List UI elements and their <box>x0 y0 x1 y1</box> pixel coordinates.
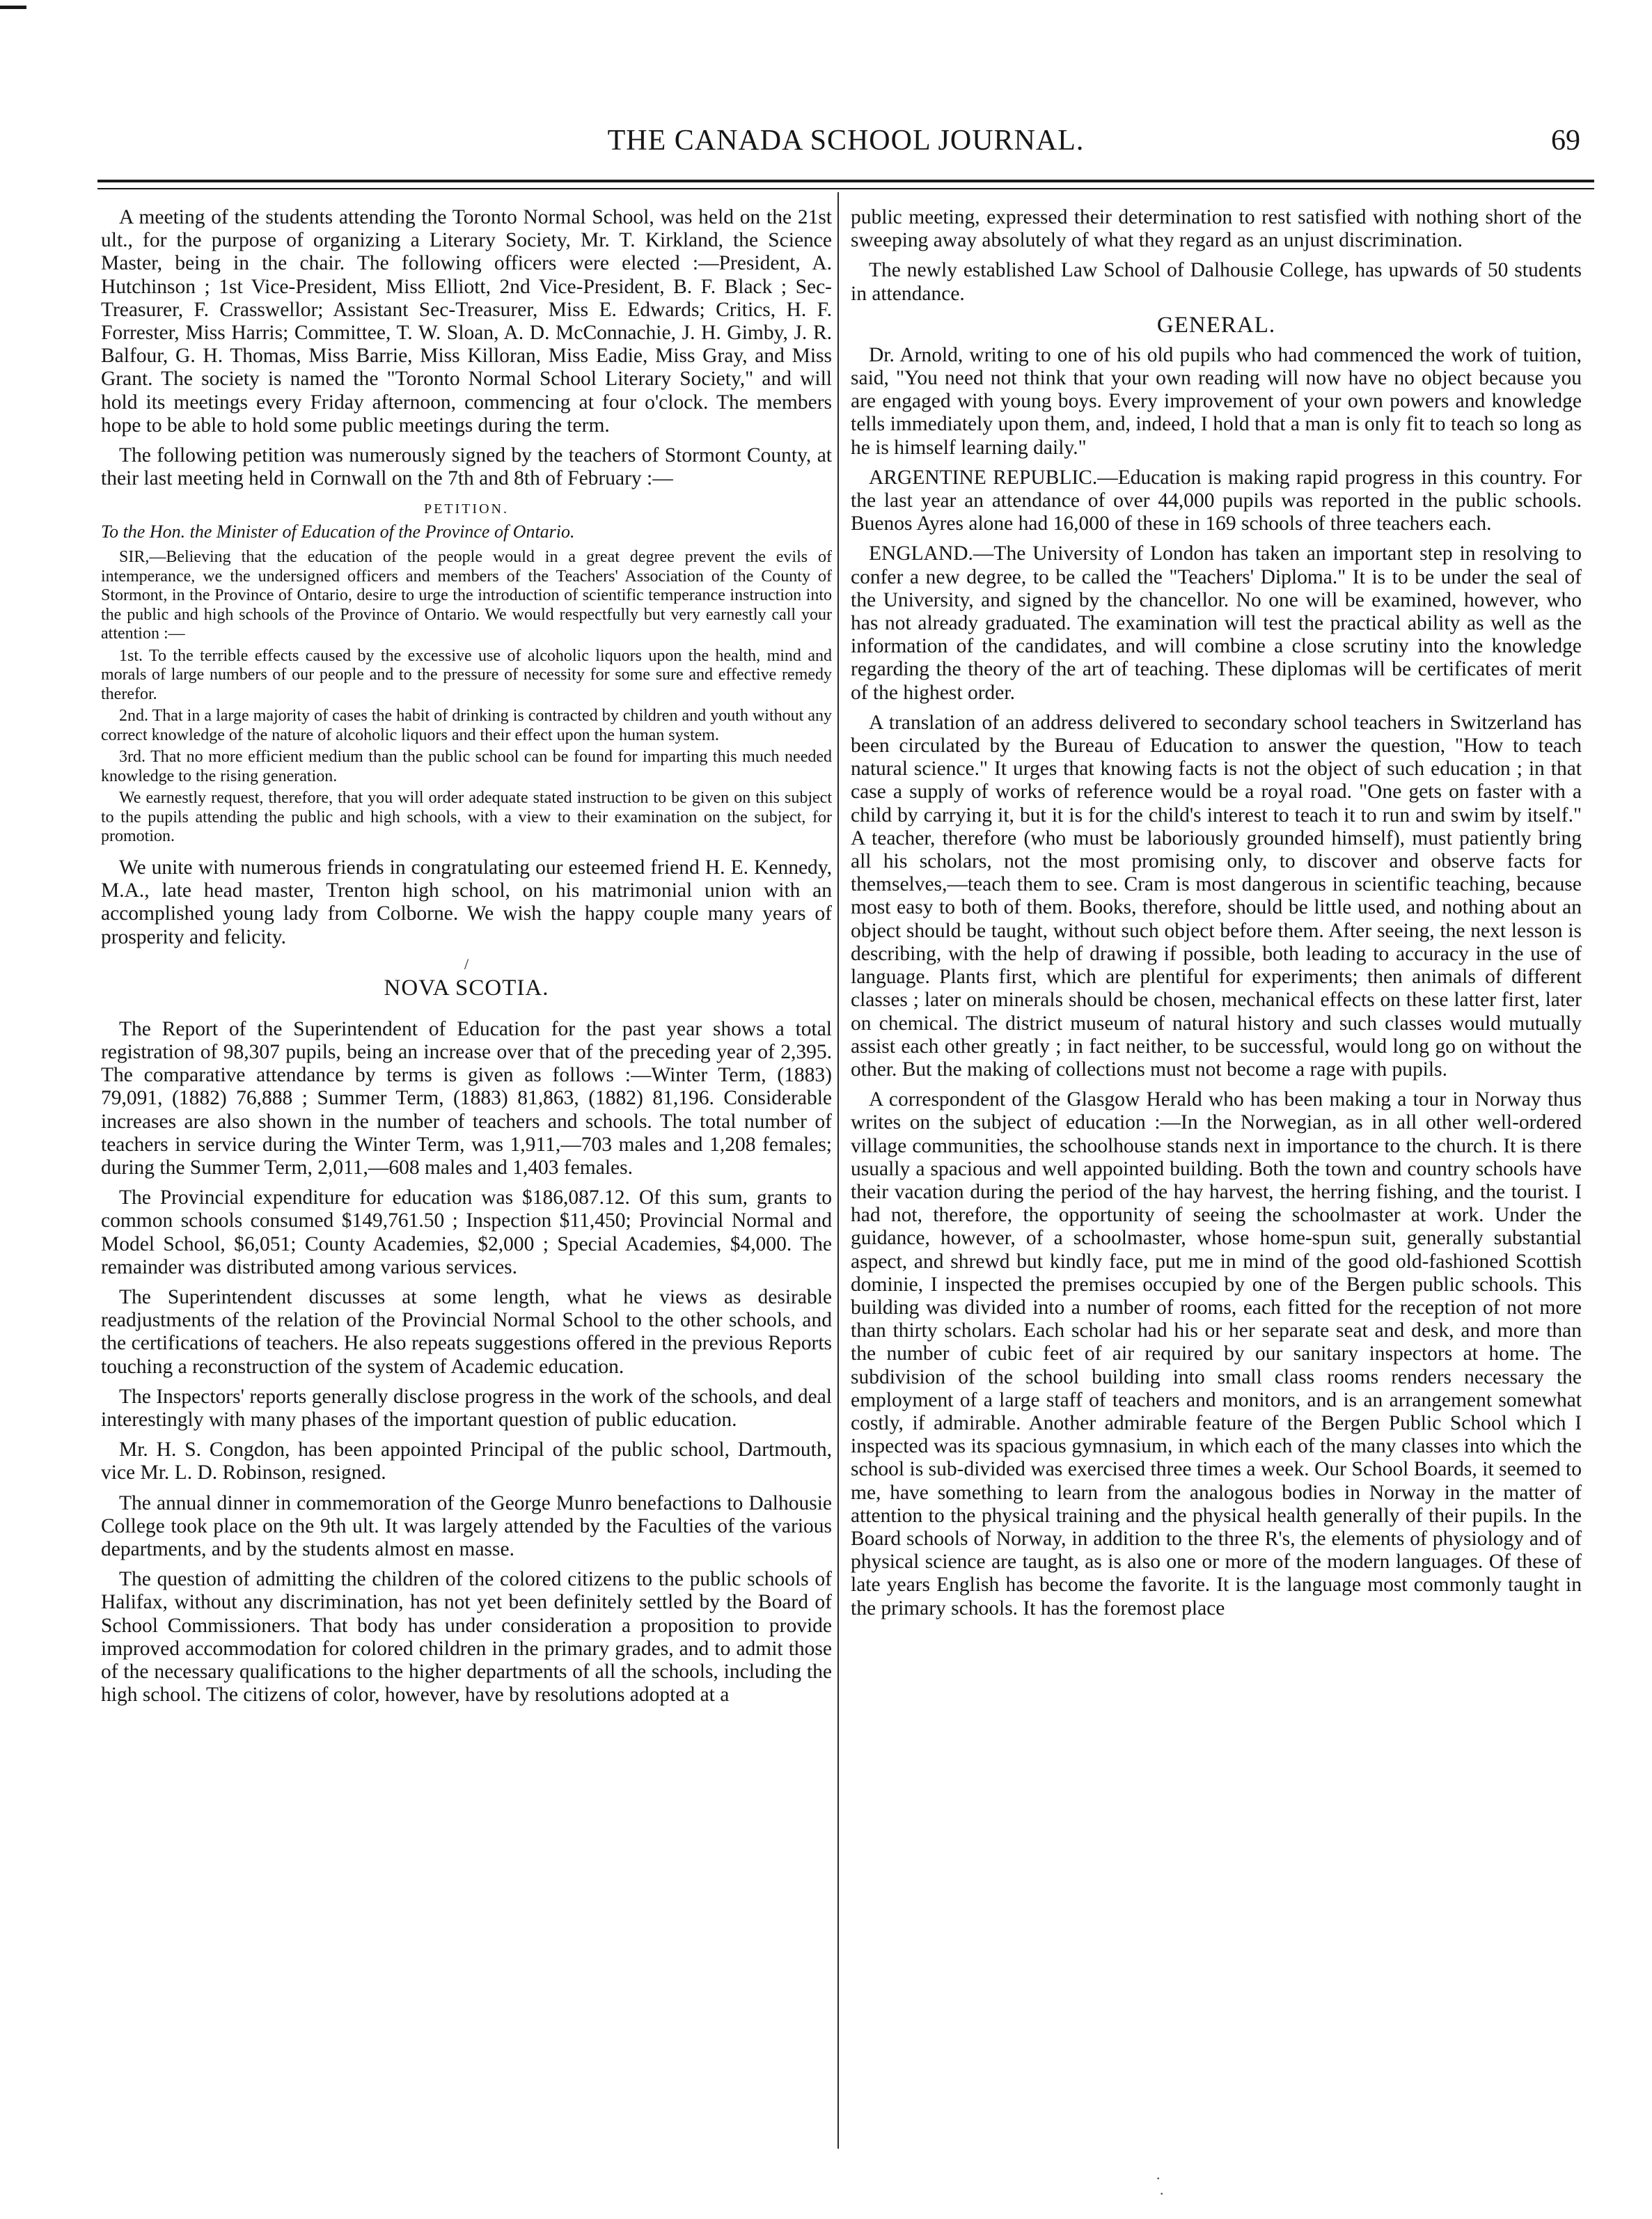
section-heading-general: GENERAL. <box>1156 312 1276 338</box>
corner-mark <box>0 6 26 9</box>
paragraph-ns-colored-citizens: The question of admitting the children of the colored citizens to the public schools of Halifax, without any discrimination, has not yet been definitely settled by the Board of School Commissioners. That body has under consideration a proposition to provide improved accommodation for colored children in the primary grades, and to admit those of the necessary qualifications to the higher departments of all the schools, including the high school. The citizens of color, however, have by resolutions adopted at a <box>101 1568 832 1707</box>
paragraph-ns-dinner: The annual dinner in commemoration of the George Munro benefactions to Dalhousie College took place on the 9th ult. It was largely attended by the Faculties of the various departments, and by the students almost en masse. <box>101 1491 832 1561</box>
paragraph-arnold: Dr. Arnold, writing to one of his old pupils who had commenced the work of tuition, said, "You need not think that your own reading will now have no object because you are engaged with young boys. Every improvement of your own powers and knowledge tells immediately upon them, and, indeed, I hold that a man is only fit to teach so long as he is himself learning daily." <box>851 343 1582 459</box>
left-column <box>101 206 832 2156</box>
paragraph-continued: public meeting, expressed their determination to rest satisfied with nothing short of the sweeping away absolutely of what they regard as an unjust discrimination. <box>851 206 1582 252</box>
column-divider <box>837 192 839 2149</box>
paragraph-argentine: ARGENTINE REPUBLIC.—Education is making rapid progress in this country. For the last year an attendance of over 44,000 pupils was reported in the public schools. Buenos Ayres alone had 16,000 of these in 169 schools of three teachers each. <box>851 466 1582 535</box>
petition-paragraph: 2nd. That in a large majority of cases the habit of drinking is contracted by children and youth without any correct knowledge of the nature of alcoholic liquors and their effect upon the human system. <box>101 707 832 744</box>
paragraph-ns-congdon: Mr. H. S. Congdon, has been appointed Principal of the public school, Dartmouth, vice Mr. L. D. Robinson, resigned. <box>101 1438 832 1484</box>
paragraph-norway: A correspondent of the Glasgow Herald who has been making a tour in Norway thus writes on the subject of education :—In the Norwegian, as in all other well-ordered village communities, the schoolhouse stands next in importance to the church. It is there usually a spacious and well appointed building. Both the town and country schools have their vacation during the period of the hay harvest, the herring fishing, and the tourist. I had not, therefore, the opportunity of seeing the schoolmaster at work. Under the guidance, however, of a schoolmaster, whose home-spun suit, generally substantial aspect, and shrewd but kindly face, put me in mind of the good old-fashioned Scottish dominie, I inspected the premises occupied by one of the Bergen public schools. This building was divided into a number of rooms, each fitted for the reception of not more than thirty scholars. Each scholar had his or her separate seat and desk, and more than the number of cubic feet of air required by our sanitary inspectors at home. The subdivision of the school building into small class rooms renders necessary the employment of a large staff of teachers and monitors, and is an arrangement somewhat costly, if admirable. Another admirable feature of the Bergen Public School which I inspected was its spacious gymnasium, in which each of the many classes into which the school is sub-divided was exercised three times a week. Our School Boards, it seemed to me, have something to learn from the analogous bodies in Norway in the matter of attention to the physical training and the physical health generally of their pupils. In the Board schools of Norway, in addition to the three R's, the elements of physiology and of physical science are taught, as is also one or more of the modern languages. Of these of late years English has become the favorite. It is the language most commonly taught in the primary schools. It has the foremost place <box>851 1088 1582 1620</box>
paragraph-ns-superintendent: The Superintendent discusses at some length, what he views as desirable readjustments of the relation of the Provincial Normal School to the other schools, and the certifications of teachers. He also repeats suggestions offered in the previous Reports touching a reconstruction of the system of Academic education. <box>101 1285 832 1378</box>
page-header <box>97 124 1594 159</box>
paragraph-law-school: The newly established Law School of Dalhousie College, has upwards of 50 students in attendance. <box>851 259 1582 305</box>
petition-paragraph: We earnestly request, therefore, that you will order adequate stated instruction to be given on this subject to the pupils attending the public and high schools, with a view to their examination on the subject, for promotion. <box>101 789 832 846</box>
page-number: 69 <box>1551 125 1580 157</box>
header-rule-thin <box>97 188 1594 189</box>
paragraph-ns-report: The Report of the Superintendent of Education for the past year shows a total registration of 98,307 pupils, being an increase over that of the preceding year of 2,395. The comparative attendance by terms is given as follows :—Winter Term, (1883) 79,091, (1882) 76,888 ; Summer Term, (1883) 81,863, (1882) 81,196. Considerable increases are also shown in the number of teachers and schools. The total number of teachers in service during the Winter Term, was 1,911,—703 males and 1,208 females; during the Summer Term, 2,011,—608 males and 1,403 females. <box>101 1017 832 1179</box>
paragraph-normal-school-society: A meeting of the students attending the Toronto Normal School, was held on the 21st ult., for the purpose of organizing a Literary Society, Mr. T. Kirkland, the Science Master, being in the chair. The following officers were elected :—President, A. Hutchinson ; 1st Vice-President, Miss Elliott, 2nd Vice-President, B. F. Black ; Sec-Treasurer, F. Crasswellor; Assistant Sec-Treasurer, Miss E. Edwards; Critics, H. F. Forrester, Miss Harris; Committee, T. W. Sloan, A. D. McConnachie, J. H. Gimby, J. R. Balfour, G. H. Thomas, Miss Barrie, Miss Killoran, Miss Eadie, Miss Gray, and Miss Grant. The society is named the "Toronto Normal School Literary Society," and will hold its meetings every Friday afternoon, commencing at four o'clock. The members hope to be able to hold some public meetings during the term. <box>101 206 832 437</box>
petition-paragraph: 3rd. That no more efficient medium than the public school can be found for imparting this much needed knowledge to the rising generation. <box>101 748 832 785</box>
tick-mark: · <box>1159 2185 1165 2202</box>
journal-title: THE CANADA SCHOOL JOURNAL. <box>607 125 1085 157</box>
petition-paragraph: 1st. To the terrible effects caused by the excessive use of alcoholic liquors upon the health, mind and morals of large numbers of our people and to the pressure of necessity for some sure and effective remedy therefor. <box>101 646 832 703</box>
paragraph-kennedy: We unite with numerous friends in congratulating our esteemed friend H. E. Kennedy, M.A., late head master, Trenton high school, on his matrimonial union with an accomplished young lady from Colborne. We wish the happy couple many years of prosperity and felicity. <box>101 856 832 948</box>
tick-mark: / <box>464 955 469 973</box>
paragraph-england: ENGLAND.—The University of London has taken an important step in resolving to confer a new degree, to be called the "Teachers' Diploma." It is to be under the seal of the University, and signed by the chancellor. No one will be examined, however, who has not already graduated. The examination will test the practical ability as well as the information of the candidates, and will combine a close scrutiny into the knowledge regarding the theory of the art of teaching. These diplomas will be certificates of merit of the highest order. <box>851 542 1582 704</box>
section-heading-nova-scotia: NOVA SCOTIA. <box>384 975 549 1001</box>
right-column <box>851 206 1582 2156</box>
paragraph-ns-inspectors: The Inspectors' reports generally disclose progress in the work of the schools, and deal interestingly with many phases of the important question of public education. <box>101 1385 832 1431</box>
paragraph-ns-expenditure: The Provincial expenditure for education was $186,087.12. Of this sum, grants to common schools consumed $149,761.50 ; Inspection $11,450; Provincial Normal and Model School, $6,051; County Academies, $2,000 ; Special Academies, $4,000. The remainder was distributed among various services. <box>101 1186 832 1278</box>
petition-paragraph: SIR,—Believing that the education of the people would in a great degree prevent the evils of intemperance, we the undersigned officers and members of the Teachers' Association of the County of Stormont, in the Province of Ontario, desire to urge the introduction of scientific temperance instruction into the public and high schools of the Province of Ontario. We would respectfully but very earnestly call your attention :— <box>101 548 832 643</box>
bottom-marks <box>0 2170 1652 2211</box>
paragraph-petition-intro: The following petition was numerously signed by the teachers of Stormont County, at their last meeting held in Cornwall on the 7th and 8th of February :— <box>101 444 832 490</box>
petition-addressee: To the Hon. the Minister of Education of the Province of Ontario. <box>101 522 575 542</box>
header-rule-thick <box>97 180 1594 182</box>
tick-mark: · <box>1156 2170 1161 2187</box>
paragraph-switzerland: A translation of an address delivered to secondary school teachers in Switzerland has been circulated by the Bureau of Education to answer the question, "How to teach natural science." It urges that knowing facts is not the object of such education ; in that case a supply of works of reference would be a royal road. "One gets on faster with a child by carrying it, but it is for the child's interest to teach it to run and swim by itself." A teacher, therefore (who must be laboriously grounded himself), must patiently bring all his scholars, not the most promising only, to discover and observe facts for themselves,—teach them to see. Cram is most dangerous in scientific teaching, because most easy to both of them. Books, therefore, should be little used, and nothing about an object should be taught, without such object before them. After seeing, the next lesson is describing, with the help of drawing if possible, both leading to accuracy in the use of language. Plants first, which are plentiful for experiments; then animals of different classes ; later on minerals should be chosen, mechanical effects on these latter first, later on chemical. The district museum of natural history and such classes would mutually assist each other greatly ; in fact neither, to be successful, would long go on without the other. But the making of collections must not become a rage with pupils. <box>851 711 1582 1081</box>
petition-heading: PETITION. <box>424 501 509 517</box>
